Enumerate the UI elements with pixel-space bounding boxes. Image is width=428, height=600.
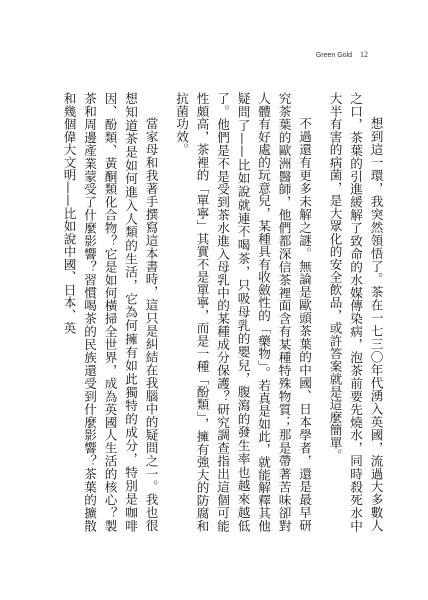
header-page-number: 12 bbox=[360, 50, 368, 59]
running-header bbox=[316, 50, 368, 59]
paragraph-1: 想到這一環，我突然領悟了。茶在一七三〇年代湧入英國，流過大多數人之口，茶葉的引進緩解了致命的水媒傳染病，泡茶前要先燒水，同時殺死水中大半有害的病菌，是大眾化的安全飲品，或許答案就是這麼簡單。 bbox=[327, 92, 384, 532]
paragraph-2: 不過還有更多未解之謎。無論是歐頭茶葉的中國、日本學者，還是最早研究茶葉的歐洲醫師，他們都深信茶裡面含有某種特殊物質；那是帶著苦味卻對人體有好處的玩意兒，某種具有收斂性的「藥物」。若真是如此，就能解釋其他疑問了——比如說就連不喝茶，只吸母乳的嬰兒，腹瀉的發生率也越來越低了。他們是不是受到茶水進入母乳中的某種成分保護？研究調查指出這個可能性頗高，茶裡的「單寧」其實不是單寧，而是一種「酚類」，擁有強大的防腐和抗菌功效。 bbox=[174, 92, 312, 532]
header-book-title: Green Gold bbox=[315, 52, 352, 59]
vertical-body-text bbox=[58, 92, 386, 532]
paragraph-3: 當家母和我著手撰寫這本書時，這只是糾結在我腦中的疑問之一。我也很想知道茶是如何進入人類的生活，它為何擁有如此獨特的成分，特別是咖啡因、酚類、黃酮類化合物？它是如何橫掃全世界，成為英國人生活的核心？製茶和周邊產業蒙受了什麼影響？習慣喝茶的民族還受到什麼影響？茶葉的擴散和幾個偉大文明——比如說中國、日本、英 bbox=[61, 92, 159, 532]
body-text-block bbox=[58, 92, 384, 532]
